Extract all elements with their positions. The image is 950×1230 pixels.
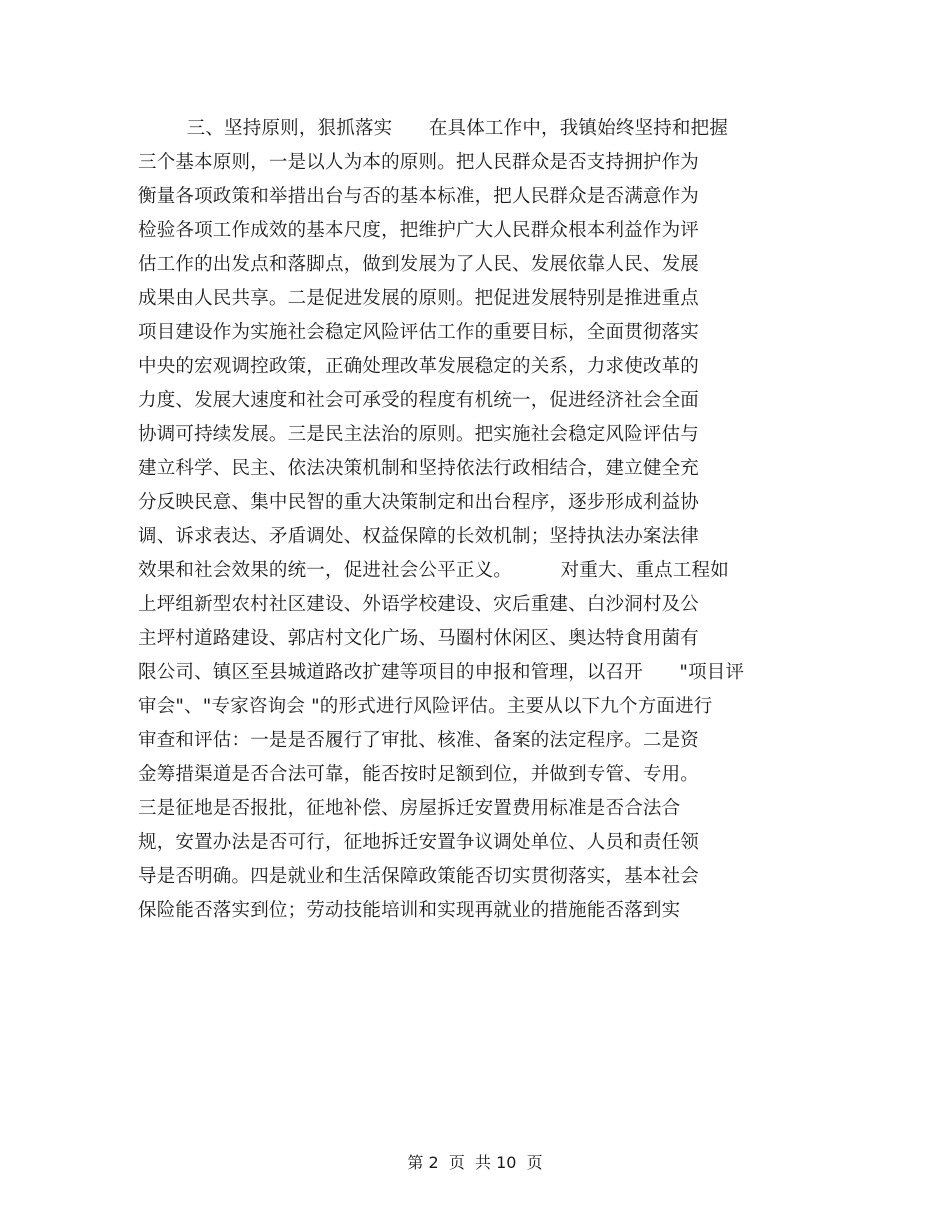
text-line: 上坪组新型农村社区建设、外语学校建设、灾后重建、白沙洞村及公 xyxy=(138,594,700,615)
text-line: 效果和社会效果的统一，促进社会公平正义。 对重大、重点工程如 xyxy=(138,560,729,581)
text-line: 检验各项工作成效的基本尺度，把维护广大人民群众根本利益作为评 xyxy=(138,220,700,241)
text-line: 中央的宏观调控政策，正确处理改革发展稳定的关系，力求使改革的 xyxy=(138,356,700,377)
text-line: 导是否明确。四是就业和生活保障政策能否切实贯彻落实，基本社会 xyxy=(138,866,700,887)
page-number-footer: 第 2 页 共 10 页 xyxy=(407,1153,543,1172)
text-line: 协调可持续发展。三是民主法治的原则。把实施社会稳定风险评估与 xyxy=(138,424,700,445)
text-line: 估工作的出发点和落脚点，做到发展为了人民、发展依靠人民、发展 xyxy=(138,254,700,275)
text-line: 力度、发展大速度和社会可承受的程度有机统一，促进经济社会全面 xyxy=(138,390,700,411)
document-body xyxy=(138,112,818,928)
text-line: 建立科学、民主、依法决策机制和坚持依法行政相结合，建立健全充 xyxy=(138,458,700,479)
text-line: 项目建设作为实施社会稳定风险评估工作的重要目标，全面贯彻落实 xyxy=(138,322,700,343)
text-line: 分反映民意、集中民智的重大决策制定和出台程序，逐步形成利益协 xyxy=(138,492,700,513)
text-line: 保险能否落实到位；劳动技能培训和实现再就业的措施能否落到实 xyxy=(138,900,681,921)
text-line: 三个基本原则，一是以人为本的原则。把人民群众是否支持拥护作为 xyxy=(138,152,700,173)
text-line: 审查和评估：一是是否履行了审批、核准、备案的法定程序。二是资 xyxy=(138,730,700,751)
text-line: 三是征地是否报批，征地补偿、房屋拆迁安置费用标准是否合法合 xyxy=(138,798,681,819)
text-line: 成果由人民共享。二是促进发展的原则。把促进发展特别是推进重点 xyxy=(138,288,700,309)
text-line: 金筹措渠道是否合法可靠，能否按时足额到位，并做到专管、专用。 xyxy=(138,764,700,785)
text-line: 审会"、"专家咨询会 "的形式进行风险评估。主要从以下九个方面进行 xyxy=(138,696,713,717)
text-line: 规，安置办法是否可行，征地拆迁安置争议调处单位、人员和责任领 xyxy=(138,832,700,853)
text-line: 三、坚持原则，狠抓落实 在具体工作中，我镇始终坚持和把握 xyxy=(138,118,729,139)
text-line: 调、诉求表达、矛盾调处、权益保障的长效机制；坚持执法办案法律 xyxy=(138,526,700,547)
text-line: 限公司、镇区至县城道路改扩建等项目的申报和管理，以召开 "项目评 xyxy=(138,662,745,683)
text-line: 主坪村道路建设、郭店村文化广场、马圈村休闲区、奥达特食用菌有 xyxy=(138,628,700,649)
text-line: 衡量各项政策和举措出台与否的基本标准，把人民群众是否满意作为 xyxy=(138,186,700,207)
